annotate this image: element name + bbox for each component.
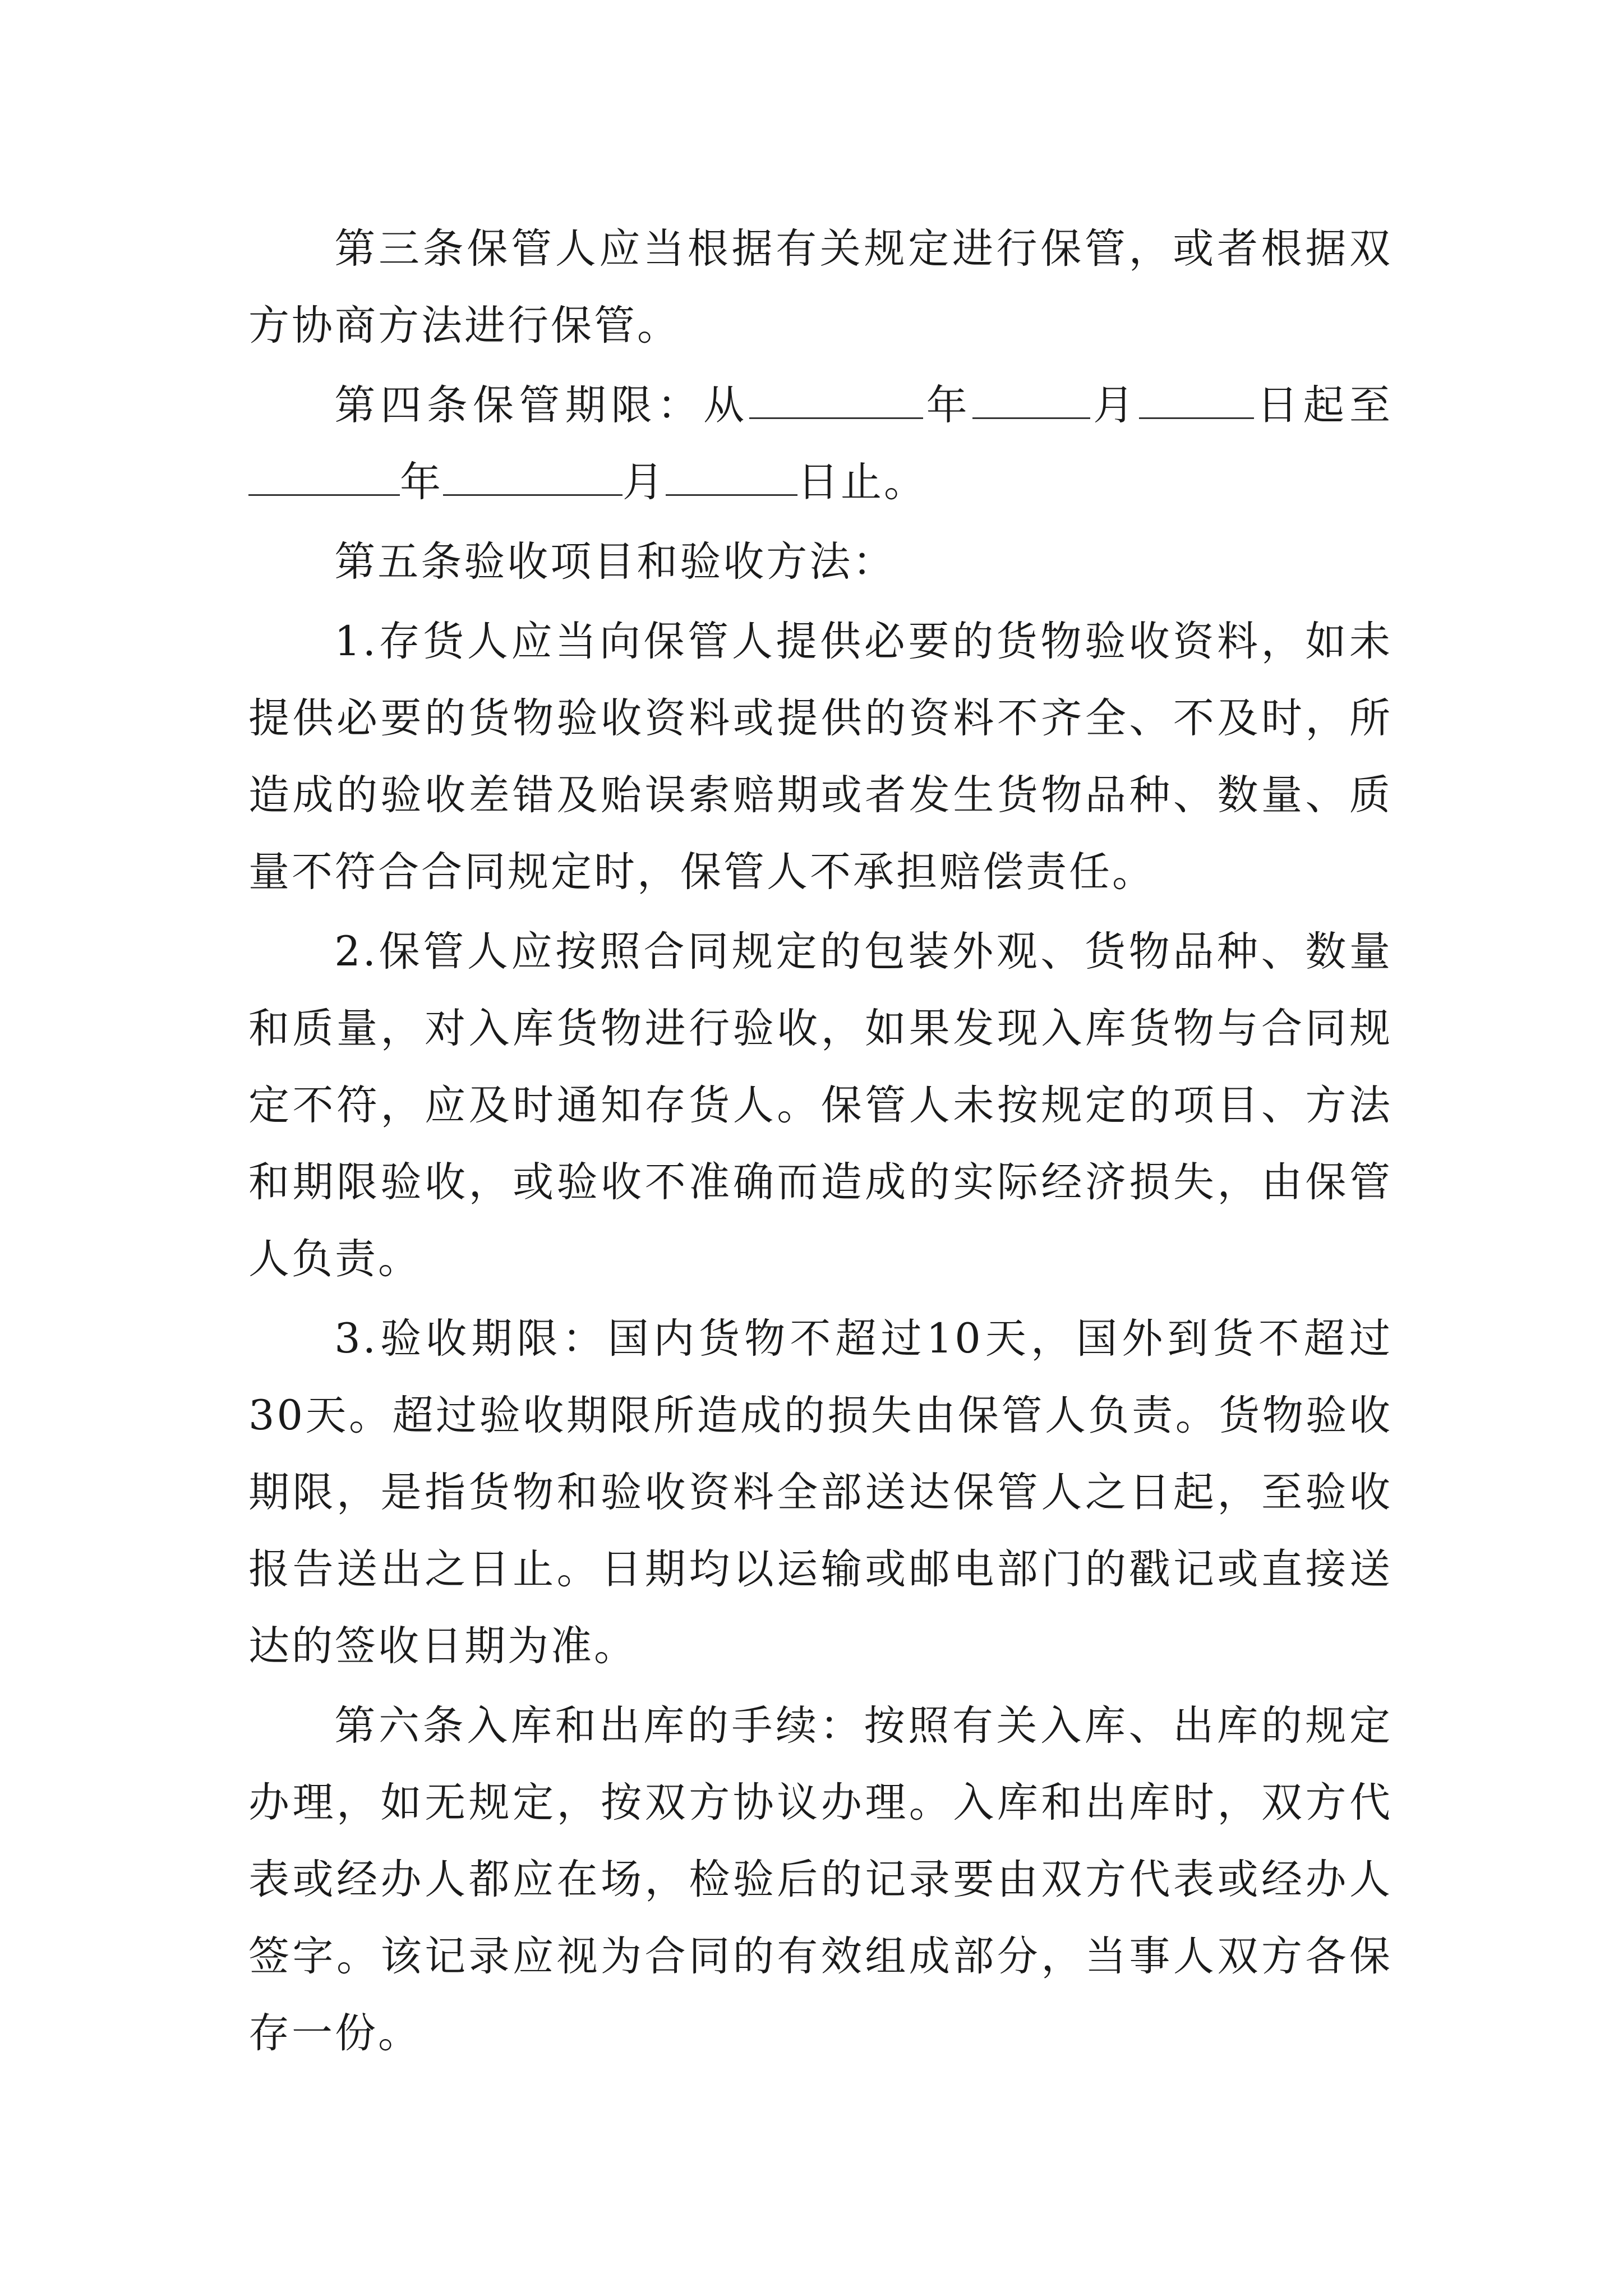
article-3-paragraph: 第三条保管人应当根据有关规定进行保管，或者根据双方协商方法进行保管。 <box>248 225 1393 349</box>
start-day-blank <box>1139 380 1254 419</box>
article-5-item-1: 1.存货人应当向保管人提供必要的货物验收资料，如未提供必要的货物验收资料或提供的资料不齐全、不及时，所造成的验收差错及贻误索赔期或者发生货物品种、数量、质量不符合合同规定时，保管人不承担赔偿责任。 <box>248 618 1393 896</box>
end-month-blank <box>443 457 623 496</box>
article-4-prefix: 第四条保管期限：从 <box>334 381 750 429</box>
article-5-item-3: 3.验收期限：国内货物不超过10天，国外到货不超过30天。超过验收期限所造成的损失由保管人负责。货物验收期限，是指货物和验收资料全部送达保管人之日起，至验收报告送出之日止。日期均以运输或邮电部门的戳记或直接送达的签收日期为准。 <box>248 1315 1393 1670</box>
article-4-paragraph <box>248 367 1393 521</box>
start-month-blank <box>972 380 1090 419</box>
end-day-label: 日止。 <box>797 458 927 506</box>
article-5-title: 第五条验收项目和验收方法： <box>334 538 896 586</box>
start-year-label: 年 <box>923 381 972 429</box>
end-year-blank <box>248 457 400 496</box>
document-body <box>248 210 1393 2074</box>
start-day-label: 日起至 <box>1254 381 1393 429</box>
article-6-paragraph: 第六条入库和出库的手续：按照有关入库、出库的规定办理，如无规定，按双方协议办理。入库和出库时，双方代表或经办人都应在场，检验后的记录要由双方代表或经办人签字。该记录应视为合同的有效组成部分，当事人双方各保存一份。 <box>248 1702 1393 2057</box>
end-month-label: 月 <box>623 458 666 506</box>
article-5-item-2: 2.保管人应按照合同规定的包装外观、货物品种、数量和质量，对入库货物进行验收，如果发现入库货物与合同规定不符，应及时通知存货人。保管人未按规定的项目、方法和期限验收，或验收不准确而造成的实际经济损失，由保管人负责。 <box>248 928 1393 1283</box>
end-year-label: 年 <box>400 458 443 506</box>
start-month-label: 月 <box>1090 381 1140 429</box>
end-day-blank <box>666 457 797 496</box>
start-year-blank <box>749 380 923 419</box>
